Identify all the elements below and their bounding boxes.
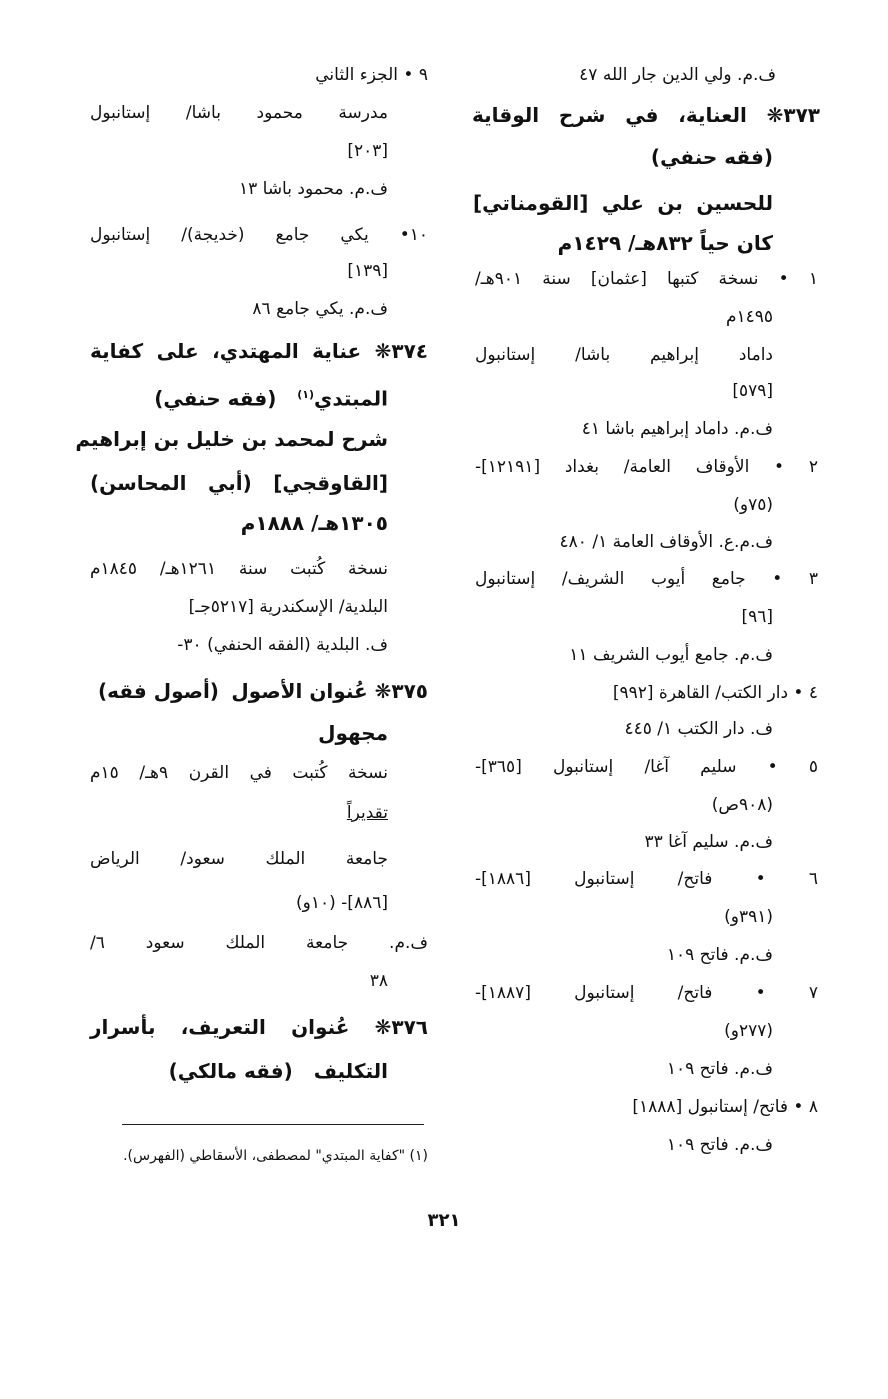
catalog-ref: ف.م.ع. الأوقاف العامة ١/ ٤٨٠: [559, 532, 773, 552]
manuscript-line: ٨ • فاتح/ إستانبول [١٨٨٨]: [632, 1097, 818, 1117]
entry-author-date: كان حياً ٨٣٢هـ/ ١٤٢٩م: [557, 231, 773, 255]
manuscript-line: ١٤٩٥م: [725, 307, 773, 327]
shelfmark: [٥٧٩]: [732, 381, 773, 401]
shelfmark: (٩٠٨ص): [711, 795, 773, 815]
manuscript-line: تقديراً: [346, 803, 388, 823]
entry-subject: (فقه مالكي): [168, 1059, 293, 1083]
footnote: (١) "كفاية المبتدي" لمصطفى، الأسقاطي (الفهرس).: [123, 1148, 428, 1164]
entry-author: للحسين بن علي [القومناتي]: [473, 191, 773, 215]
manuscript-line: ٢ • الأوقاف العامة/ بغداد [١٢١٩١]-: [475, 457, 818, 477]
entry-title: ٣٧٤❋ عناية المهتدي، على كفاية: [90, 339, 428, 363]
entry-title-cont: [154, 380, 388, 414]
manuscript-line: نسخة كُتبت سنة ١٢٦١هـ/ ١٨٤٥م: [90, 559, 389, 579]
manuscript-line: ٣ • جامع أيوب الشريف/ إستانبول: [475, 569, 818, 589]
library-line: مدرسة محمود باشا/ إستانبول: [90, 103, 388, 123]
catalog-ref: ف.م. فاتح ١٠٩: [666, 1135, 773, 1155]
text-line: ف.م. ولي الدين جار الله ٤٧: [579, 65, 776, 85]
library-line: جامعة الملك سعود/ الرياض: [90, 849, 388, 869]
entry-author: مجهول: [318, 721, 388, 745]
catalog-ref: ف.م. داماد إبراهيم باشا ٤١: [581, 419, 773, 439]
footnote-marker: (١): [297, 388, 315, 401]
entry-subject: (فقه حنفي): [154, 386, 277, 411]
footnote-separator: [122, 1124, 424, 1125]
catalog-ref: ف.م. محمود باشا ١٣: [238, 179, 388, 199]
shelfmark: [٩٦]: [741, 607, 773, 627]
entry-author: [القاوقجي] (أبي المحاسن): [90, 471, 388, 495]
catalog-ref: ف.م. سليم آغا ٣٣: [644, 832, 773, 852]
shelfmark: [١٣٩]: [347, 261, 388, 281]
manuscript-line: نسخة كُتبت في القرن ٩هـ/ ١٥م: [90, 763, 389, 783]
entry-subject: (فقه حنفي): [650, 145, 773, 169]
shelfmark: (٢٧٧و): [724, 1021, 773, 1041]
page-number: ٣٢١: [427, 1210, 461, 1231]
entry-title-cont: [169, 1056, 388, 1086]
shelfmark: (٧٥و): [733, 495, 773, 515]
manuscript-line: ٧ • فاتح/ إستانبول [١٨٨٧]-: [475, 983, 818, 1003]
entry-author: شرح لمحمد بن خليل بن إبراهيم: [75, 427, 388, 451]
shelfmark: (٣٩١و): [724, 907, 773, 927]
manuscript-line: ١٠• يكي جامع (خديجة)/ إستانبول: [90, 225, 428, 245]
shelfmark: [٨٨٦]- (١٠و): [296, 893, 388, 913]
manuscript-line: ٩ • الجزء الثاني: [315, 65, 428, 85]
catalog-ref: ف.م. فاتح ١٠٩: [666, 945, 773, 965]
entry-author-date: ١٣٠٥هـ/ ١٨٨٨م: [240, 511, 388, 535]
manuscript-line: ٥ • سليم آغا/ إستانبول [٣٦٥]-: [475, 757, 818, 777]
manuscript-line: ١ • نسخة كتبها [عثمان] سنة ٩٠١هـ/: [475, 269, 818, 289]
catalog-ref: ف. دار الكتب ١/ ٤٤٥: [624, 719, 773, 739]
entry-title-text: التكليف: [313, 1059, 388, 1083]
catalog-ref: ف.م. جامعة الملك سعود ٦/: [90, 933, 428, 953]
shelfmark: [٢٠٣]: [347, 141, 388, 161]
entry-title-text: المبتدي: [314, 386, 388, 411]
library-line: البلدية/ الإسكندرية [٥٢١٧جـ]: [188, 597, 388, 617]
catalog-ref: ٣٨: [369, 971, 388, 991]
catalog-ref: ف.م. جامع أيوب الشريف ١١: [569, 645, 773, 665]
manuscript-line: ٦ • فاتح/ إستانبول [١٨٨٦]-: [475, 869, 818, 889]
catalog-ref: ف. البلدية (الفقه الحنفي) ٣٠-: [177, 635, 388, 655]
entry-title: ٣٧٣❋ العناية، في شرح الوقاية: [472, 103, 820, 127]
entry-subject: (أصول فقه): [98, 679, 219, 703]
entry-title: ٣٧٦❋ عُنوان التعريف، بأسرار: [90, 1015, 428, 1039]
catalog-ref: ف.م. فاتح ١٠٩: [666, 1059, 773, 1079]
catalog-ref: ف.م. يكي جامع ٨٦: [252, 299, 388, 319]
entry-title: ٣٧٥❋ عُنوان الأصول: [231, 679, 428, 703]
library-line: داماد إبراهيم باشا/ إستانبول: [475, 345, 773, 365]
manuscript-line: ٤ • دار الكتب/ القاهرة [٩٩٢]: [612, 683, 818, 703]
